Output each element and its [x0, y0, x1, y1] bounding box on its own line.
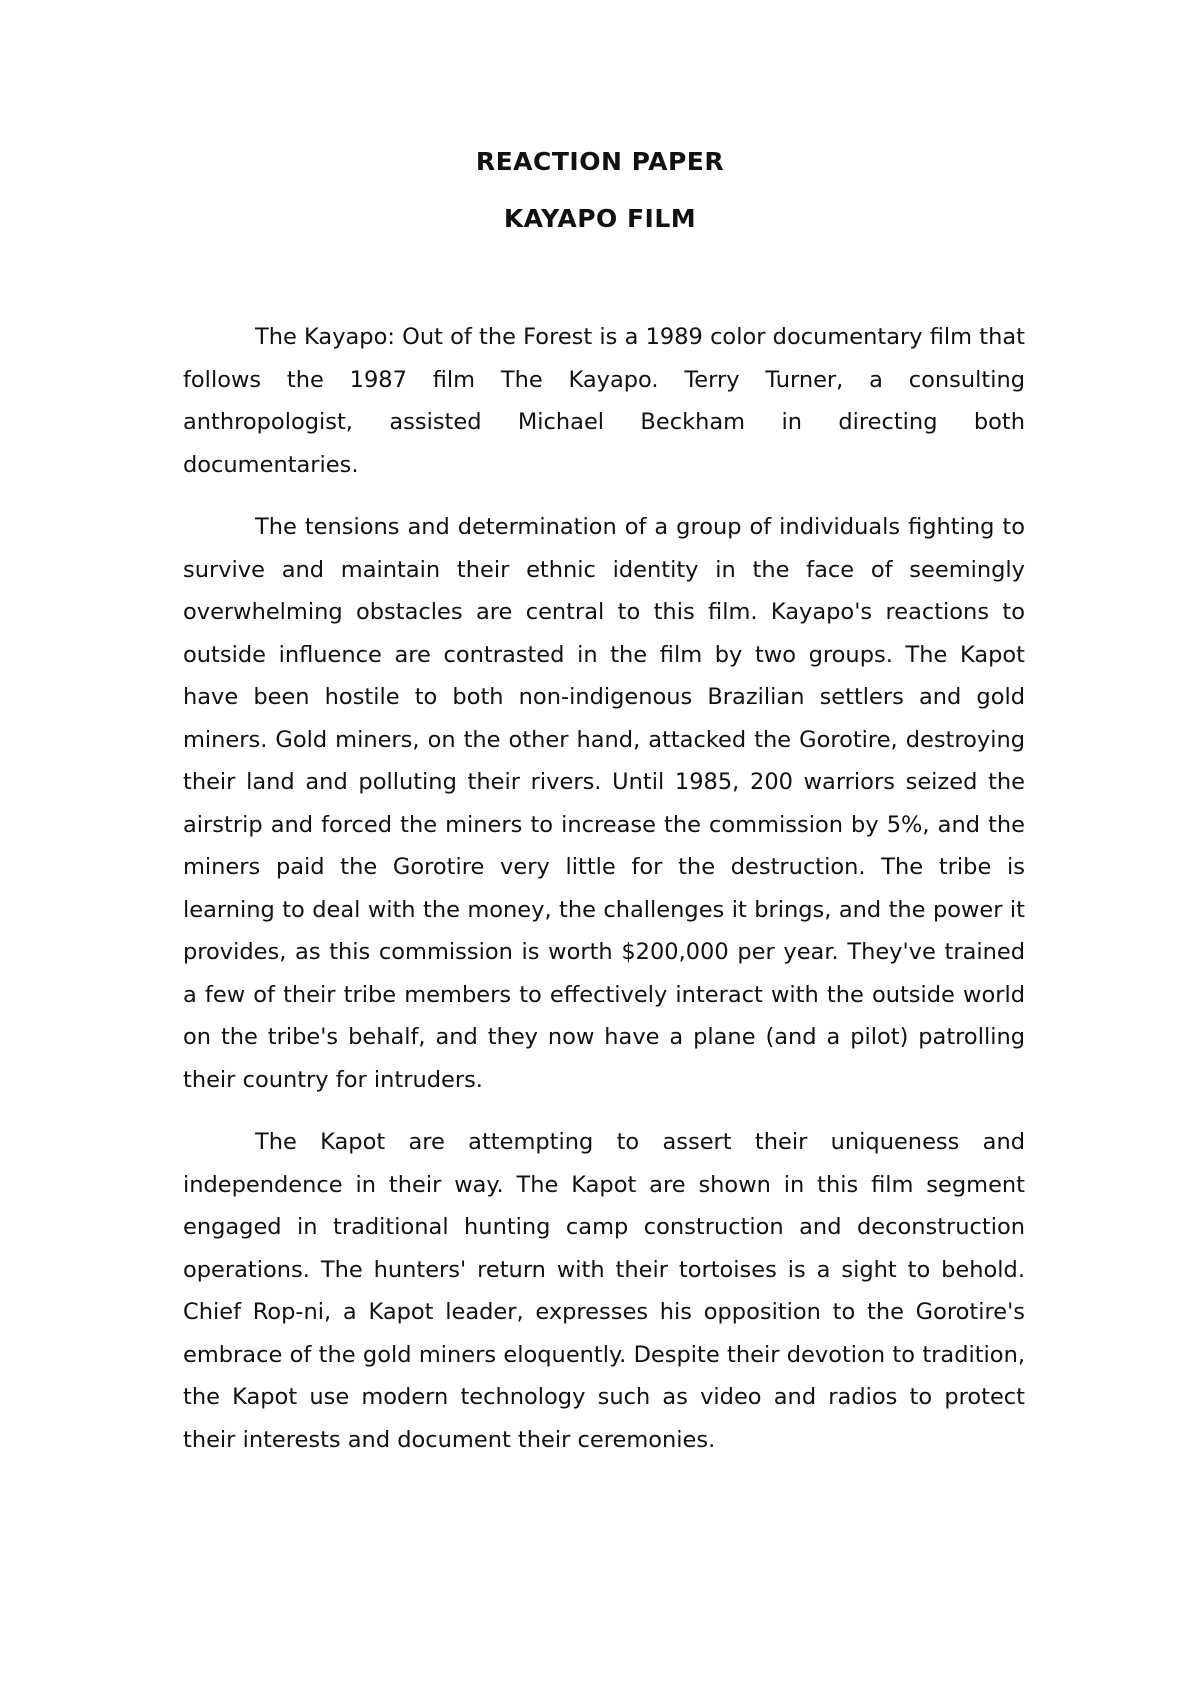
- document-body: [183, 316, 1025, 1481]
- document-subtitle: KAYAPO FILM: [503, 204, 697, 233]
- paragraph-1: The Kayapo: Out of the Forest is a 1989 color documentary film that follows the 1987 film The Kayapo. Terry Turner, a consulting anthropologist, assisted Michael Beckham in directing both documentaries.: [183, 324, 1025, 478]
- document-title: REACTION PAPER: [475, 147, 725, 176]
- paragraph-3: The Kapot are attempting to assert their uniqueness and independence in their way. The Kapot are shown in this film segment engaged in traditional hunting camp construction and deconstruction operations. The hunters' return with their tortoises is a sight to behold. Chief Rop-ni, a Kapot leader, expresses his opposition to the Gorotire's embrace of the gold miners eloquently. Despite their devotion to tradition, the Kapot use modern technology such as video and radios to protect their interests and document their ceremonies.: [183, 1129, 1025, 1453]
- paragraph-2: The tensions and determination of a group of individuals fighting to survive and maintain their ethnic identity in the face of seemingly overwhelming obstacles are central to this film. Kayapo's reactions to outside influence are contrasted in the film by two groups. The Kapot have been hostile to both non-indigenous Brazilian settlers and gold miners. Gold miners, on the other hand, attacked the Gorotire, destroying their land and polluting their rivers. Until 1985, 200 warriors seized the airstrip and forced the miners to increase the commission by 5%, and the miners paid the Gorotire very little for the destruction. The tribe is learning to deal with the money, the challenges it brings, and the power it provides, as this commission is worth $200,000 per year. They've trained a few of their tribe members to effectively interact with the outside world on the tribe's behalf, and they now have a plane (and a pilot) patrolling their country for intruders.: [183, 514, 1025, 1093]
